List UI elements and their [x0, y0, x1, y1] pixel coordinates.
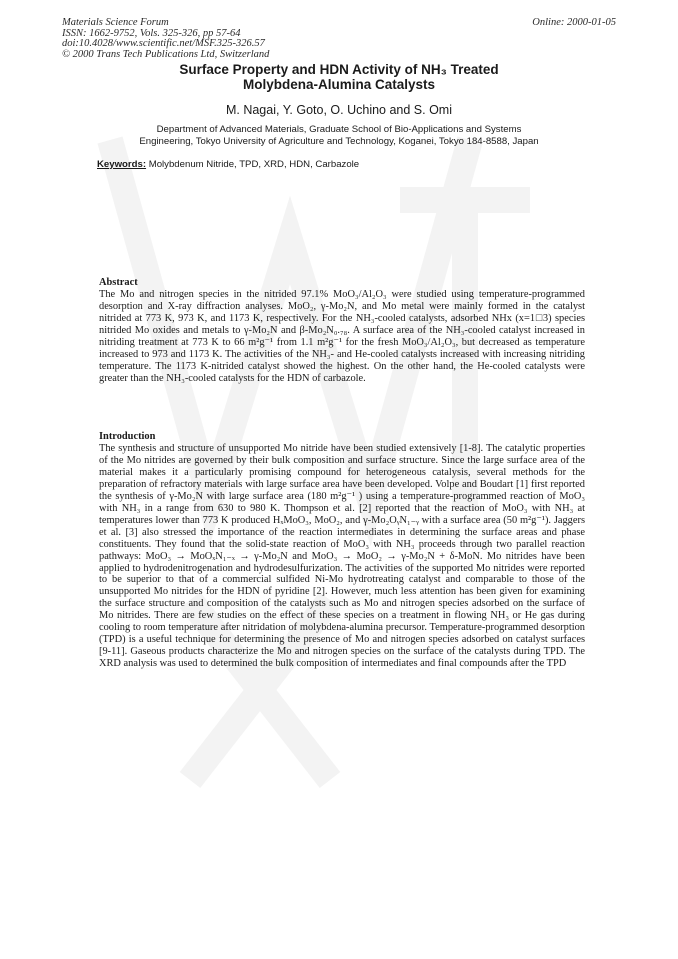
- issn-line: ISSN: 1662-9752, Vols. 325-326, pp 57-64: [62, 27, 241, 39]
- keywords: [97, 159, 359, 170]
- abstract-text: The Mo and nitrogen species in the nitrided 97.1% MoO₃/Al₂O₃ were studied using temperature-programmed desorption and X-ray diffraction analyses. MoO₂, γ-Mo₂N, and Mo metal were mainly formed in the catalyst nitrided at 773 K, 973 K, and 1173 K, respectively. For the NH₃-cooled catalysts, adsorbed NHx (x=1□3) species nitrided Mo oxides and metals to γ-Mo₂N and β-Mo₂N₀.₇₈. A surface area of the NH₃-cooled catalyst increased in nitriding treatment at 773 K to 66 m²g⁻¹ from 1.1 m²g⁻¹ for the fresh MoO₃/Al₂O₃, but decreased as temperature increased to 973 and 1173 K. The activities of the NH₃- and He-cooled catalysts increased with increasing nitriding temperature. The 1173 K-nitrided catalyst showed the highest. On the other hand, the He-cooled catalysts were greater than the NH₃-cooled catalysts for the HDN of carbazole.: [99, 289, 585, 384]
- affiliation-line-2: Engineering, Tokyo University of Agriculture and Technology, Koganei, Tokyo 184-8588, Japan: [139, 135, 539, 147]
- copyright-line: © 2000 Trans Tech Publications Ltd, Switzerland: [62, 48, 270, 60]
- introduction-text: The synthesis and structure of unsupported Mo nitride have been studied extensively [1-8]. The catalytic properties of the Mo nitrides are governed by their bulk composition and surface structure. Since the large surface area of the material makes it a particularly promising compound for heterogeneous catalysis, several methods for the preparation of refractory materials with large surface area have been developed. Volpe and Boudart [1] first reported the synthesis of γ-Mo₂N with large surface area (180 m²g⁻¹ ) using a temperature-programmed reaction of MoO₃ with NH₃ in a range from 630 to 980 K. Thompson et al. [2] reported that the reaction of MoO₃ with NH₃ at temperatures lower than 773 K produced HₓMoO₃, MoO₂, and γ-Mo₂OᵧN₁₋ᵧ with a surface area (50 m²g⁻¹). Jaggers et al. [3] also stressed the importance of the reaction intermediates in determining the surface areas and phase constituents. They found that the solid-state reaction of MoO₃ with NH₃ proceeds through two parallel reaction pathways: MoO₃ → MoOₓN₁₋ₓ → γ-Mo₂N and MoO₃ → MoO₂ → γ-Mo₂N + δ-MoN. Mo nitrides have been applied to hydrodenitrogenation and hydrodesulfurization. The activities of the supported Mo nitrides were reported to be superior to that of a commercial sulfided Ni-Mo hydrotreating catalyst and comparable to those of the unsupported Mo nitrides for the HDN of pyridine [2]. However, much less attention has been given for examining the surface structure and composition of the catalysts such as Mo and nitrogen species adsorbed on the surface of Mo nitrides. There are few studies on the effect of these species on a treatment in flowing NH₃ or He gas during cooling to room temperature after nitridation of molybdena-alumina precursor. Temperature-programmed desorption (TPD) is a useful technique for determining the presence of Mo and nitrogen species adsorbed on catalyst surfaces [9-11]. Gaseous products characterize the Mo and nitrogen species on the surface of the catalysts during TPD. The XRD analysis was used to determined the bulk composition of intermediates and final compounds after the TPD: [99, 443, 585, 670]
- journal-header: [62, 18, 269, 60]
- doi-line: doi:10.4028/www.scientific.net/MSF.325-326.57: [62, 38, 265, 49]
- abstract-section: [99, 277, 585, 385]
- affiliation-line-1: Department of Advanced Materials, Graduate School of Bio-Applications and Systems: [156, 124, 522, 135]
- online-date: Online: 2000-01-05: [532, 17, 616, 28]
- paper-title: [0, 62, 678, 92]
- keywords-label: Keywords:: [97, 159, 147, 170]
- keywords-text: Molybdenum Nitride, TPD, XRD, HDN, Carbazole: [148, 159, 360, 170]
- introduction-section: [99, 431, 585, 670]
- title-line-2: Molybdena-Alumina Catalysts: [242, 77, 436, 92]
- title-line-1: Surface Property and HDN Activity of NH₃ Treated: [179, 62, 499, 77]
- introduction-heading: Introduction: [99, 431, 156, 442]
- abstract-heading: Abstract: [99, 277, 138, 288]
- journal-name: Materials Science Forum: [62, 17, 169, 28]
- affiliation: [0, 124, 678, 147]
- author-list: M. Nagai, Y. Goto, O. Uchino and S. Omi: [225, 103, 453, 117]
